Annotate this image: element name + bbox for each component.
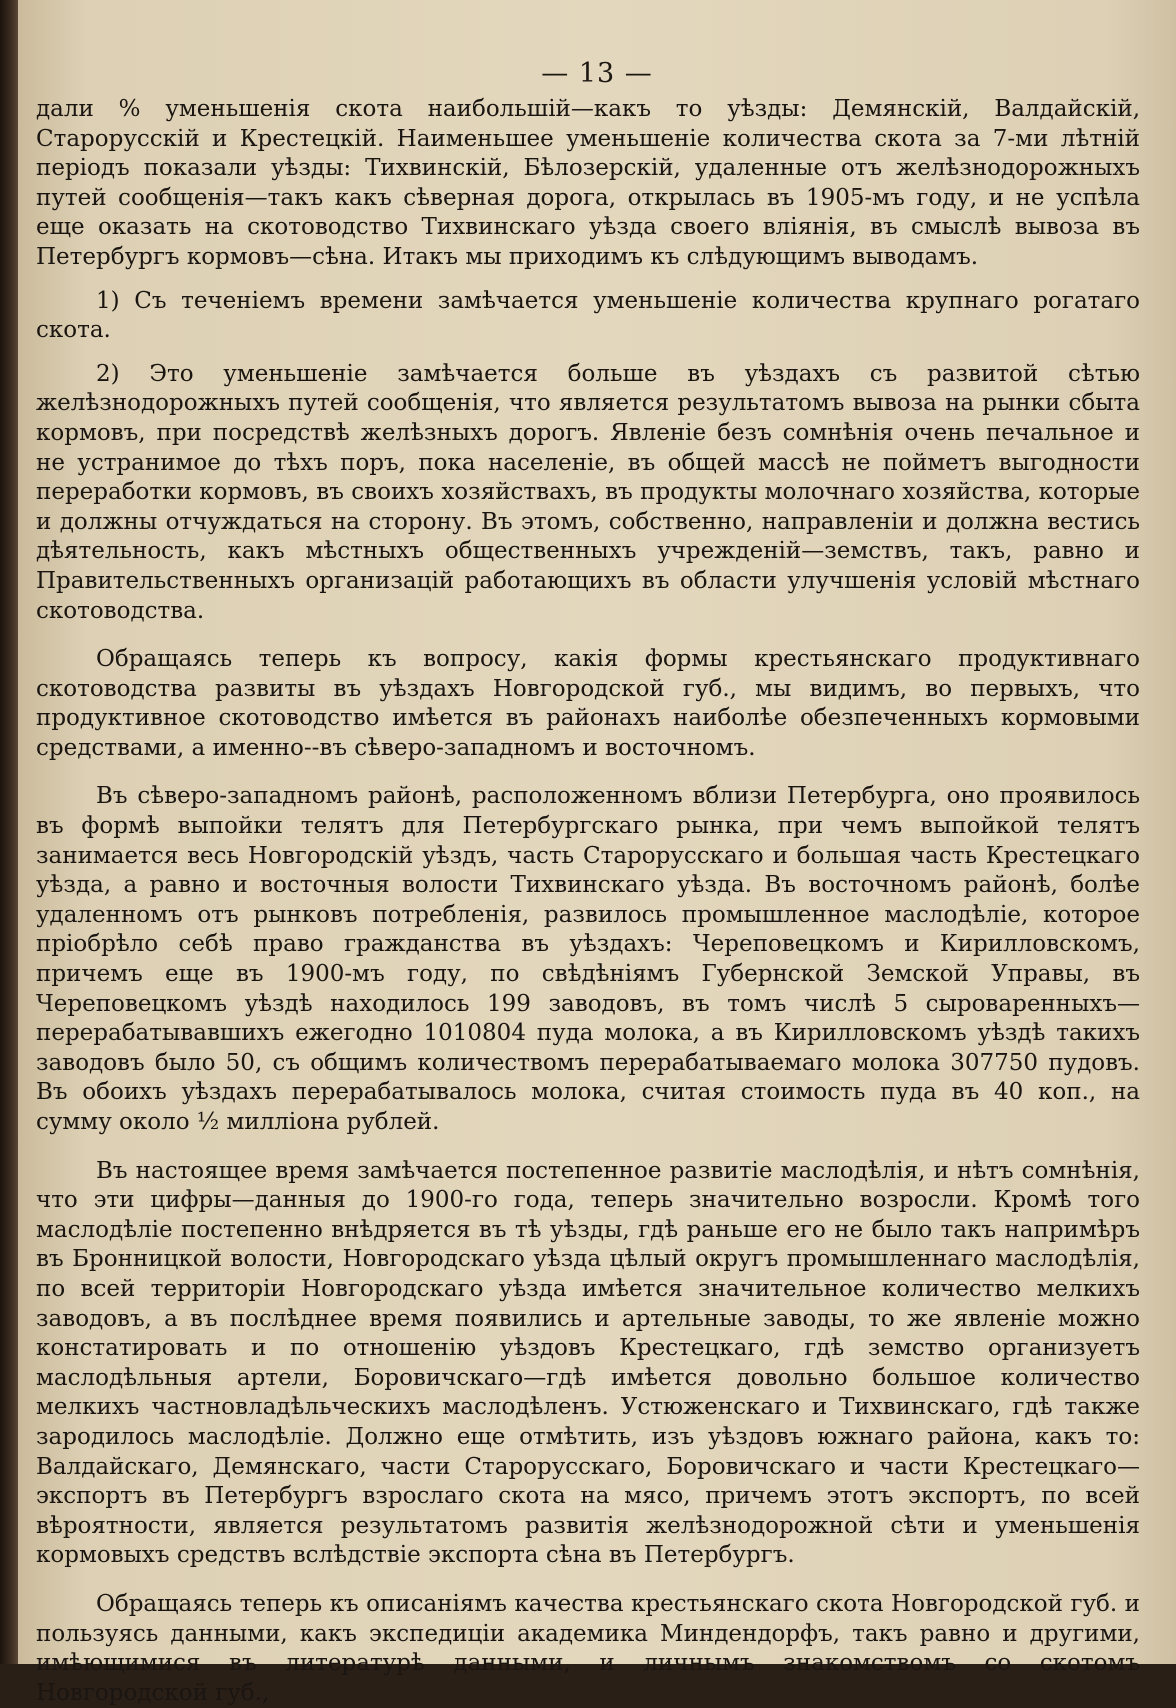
paragraph-continuation: дали % уменьшенія скота наибольшій—какъ то уѣзды: Демянскій, Валдайскій, Старорусскій и Крестецкій. Наименьшее уменьшеніе количества скота за 7-ми лѣтній періодъ показали уѣзды: Тихвинскій, Бѣлозерскій, удаленные отъ желѣзнодорожныхъ путей сообщенія—такъ какъ сѣверная дорога, открылась въ 1905-мъ году, и не успѣла еще оказать на скотоводство Тихвинскаго уѣзда своего вліянія, въ смыслѣ вывоза въ Петербургъ кормовъ—сѣна. Итакъ мы приходимъ къ слѣдующимъ выводамъ.: [36, 96, 1140, 270]
paragraph-productive-forms: Обращаясь теперь къ вопросу, какія формы крестьянскаго продуктивнаго скотоводства развиты въ уѣздахъ Новгородской губ., мы видимъ, во первыхъ, что продуктивное скотоводство имѣется въ районахъ наиболѣе обезпеченныхъ кормовыми средствами, а именно--въ сѣверо-западномъ и восточномъ.: [36, 646, 1140, 761]
paragraph-northwest-region: Въ сѣверо-западномъ районѣ, расположенномъ вблизи Петербурга, оно проявилось въ формѣ выпойки телятъ для Петербургскаго рынка, при чемъ выпойкой телятъ занимается весь Новгородскій уѣздъ, часть Старорусскаго и большая часть Крестецкаго уѣзда, а равно и восточныя волости Тихвинскаго уѣзда. Въ восточномъ районѣ, болѣе удаленномъ отъ рынковъ потребленія, развилось промышленное маслодѣліе, которое пріобрѣло себѣ право гражданства въ уѣздахъ: Череповецкомъ и Кирилловскомъ, причемъ еще въ 1900-мъ году, по свѣдѣніямъ Губернской Земской Управы, въ Череповецкомъ уѣздѣ находилось 199 заводовъ, въ томъ числѣ 5 сыроваренныхъ—перерабатывавшихъ ежегодно 1010804 пуда молока, а въ Кирилловскомъ уѣздѣ такихъ заводовъ было 50, съ общимъ количествомъ перерабатываемаго молока 307750 пудовъ. Въ обоихъ уѣздахъ перерабатывалось молока, считая стоимость пуда въ 40 коп., на сумму около ½ милліона рублей.: [36, 783, 1140, 1135]
paragraph-butter-making: Въ настоящее время замѣчается постепенное развитіе маслодѣлія, и нѣтъ сомнѣнія, что эти цифры—данныя до 1900-го года, теперь значительно возросли. Кромѣ того маслодѣліе постепенно внѣдряется въ тѣ уѣзды, гдѣ раньше его не было такъ напримѣръ въ Бронницкой волости, Новгородскаго уѣзда цѣлый округъ промышленнаго маслодѣлія, по всей территоріи Новгородскаго уѣзда имѣется значительное количество мелкихъ заводовъ, а въ послѣднее время появились и артельные заводы, то же явленіе можно констатировать и по отношенію уѣздовъ Крестецкаго, гдѣ земство организуетъ маслодѣльныя артели, Боровичскаго—гдѣ имѣется довольно большое количество мелкихъ частновладѣльческихъ маслодѣленъ. Устюженскаго и Тихвинскаго, гдѣ также зародилось маслодѣліе. Должно еще отмѣтить, изъ уѣздовъ южнаго района, какъ то: Валдайскаго, Демянскаго, части Старорусскаго, Боровичскаго и части Крестецкаго—экспортъ въ Петербургъ взрослаго скота на мясо, причемъ этотъ экспортъ, по всей вѣроятности, является результатомъ развитія желѣзнодорожной сѣти и уменьшенія кормовыхъ средствъ вслѣдствіе экспорта сѣна въ Петербургъ.: [36, 1157, 1140, 1569]
book-binding-edge: [0, 0, 18, 1664]
paragraph-cattle-quality: Обращаясь теперь къ описаніямъ качества крестьянскаго скота Новгородской губ. и пользуясь данными, какъ экспедиціи академика Миндендорфъ, такъ равно и другими, имѣющимися въ литературѣ данными, и личнымъ знакомствомъ со скотомъ Новгородской губ.,: [36, 1590, 1140, 1706]
page-number: — 13 —: [541, 58, 653, 89]
body-text: [36, 95, 1140, 1708]
document-page: [18, 0, 1176, 1706]
conclusion-1: 1) Съ теченіемъ времени замѣчается уменьшеніе количества крупнаго рогатаго скота.: [36, 287, 1140, 344]
conclusion-2: 2) Это уменьшеніе замѣчается больше въ уѣздахъ съ развитой сѣтью желѣзнодорожныхъ путей сообщенія, что является результатомъ вывоза на рынки сбыта кормовъ, при посредствѣ желѣзныхъ дорогъ. Явленіе безъ сомнѣнія очень печальное и не устранимое до тѣхъ поръ, пока населеніе, въ общей массѣ не пойметъ выгодности переработки кормовъ, въ своихъ хозяйствахъ, въ продукты молочнаго хозяйства, которые и должны отчуждаться на сторону. Въ этомъ, собственно, направленіи и должна вестись дѣятельность, какъ мѣстныхъ общественныхъ учрежденій—земствъ, такъ, равно и Правительственныхъ организацій работающихъ въ области улучшенія условій мѣстнаго скотоводства.: [36, 360, 1140, 624]
